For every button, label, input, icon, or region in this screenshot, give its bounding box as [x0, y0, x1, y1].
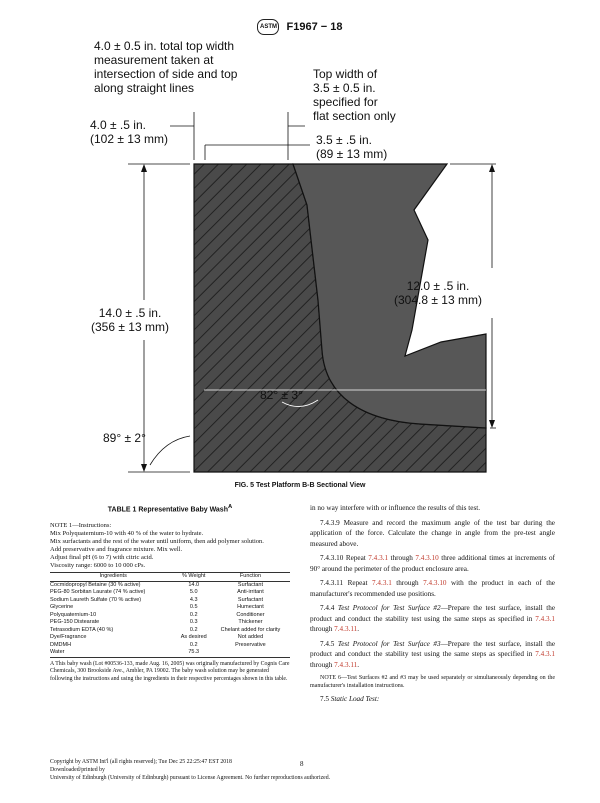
text: Test Protocol for Test Surface #2: [337, 604, 441, 612]
cell: Water: [50, 649, 176, 657]
cell: Thickener: [238, 619, 263, 626]
dim-top-width: [90, 118, 168, 146]
table-title-sup: A: [227, 504, 233, 510]
col-header: Function: [211, 573, 290, 582]
table-column: [50, 503, 290, 683]
section-link[interactable]: 7.4.3.10: [415, 554, 439, 562]
section-link[interactable]: 7.4.3.1: [372, 579, 392, 587]
cell: Polyquaternium-10: [50, 611, 97, 618]
paragraph-7-4-5: [310, 639, 555, 671]
cell: 0.2: [189, 641, 198, 648]
cell: As desired: [180, 634, 207, 641]
table-title-text: TABLE 1 Representative Baby Wash: [107, 506, 228, 514]
paragraph: in no way interfere with or influence the results of this test.: [310, 504, 481, 512]
text: through: [310, 660, 335, 669]
dim-line: 12.0 ± .5 in.: [406, 279, 470, 293]
text: 7.4.3.11 Repeat: [320, 579, 373, 587]
cell: PEG-150 Distearate: [50, 619, 100, 626]
note-line: NOTE 1—Instructions:: [50, 522, 112, 530]
label-top-right: [313, 67, 396, 123]
cell: Not added: [237, 634, 264, 641]
label-line: flat section only: [313, 109, 396, 123]
figure-caption: FIG. 5 Test Platform B-B Sectional View: [234, 482, 366, 489]
label-line: Top width of: [313, 67, 378, 81]
text: .: [357, 660, 360, 669]
dim-line: (304.8 ± 13 mm): [394, 293, 482, 307]
text: Static Load Test:: [330, 695, 380, 703]
note-line: Mix surfactants and the rest of the water until uniform, then add polymer solution.: [50, 538, 264, 546]
cell: Cocmidopropyl Betaine (30 % active): [50, 581, 141, 588]
cell: Humectant: [237, 604, 264, 611]
footer-line: Downloaded/printed by: [50, 767, 105, 773]
section-link[interactable]: 7.4.3.1: [535, 614, 555, 623]
col-header: Ingredients: [50, 573, 176, 582]
cell: 75.3: [176, 649, 210, 657]
table-row: [50, 627, 290, 635]
dim-line: (102 ± 13 mm): [90, 132, 168, 146]
cell: 0.2: [189, 626, 198, 633]
table-row: [50, 649, 290, 657]
cell: DMDMH: [50, 641, 72, 648]
paragraph-7-4-4: [310, 603, 555, 635]
cell: 14.0: [188, 581, 200, 588]
cell: 5.0: [189, 589, 198, 596]
dim-flat-width: [316, 133, 387, 161]
note-line: Mix Polyquaternium-10 with 40 % of the water to hydrate.: [50, 530, 204, 538]
text: 7.5: [320, 695, 331, 703]
page-footer: [50, 758, 330, 782]
label-top-left: [94, 39, 237, 95]
table-title: [50, 503, 290, 514]
text: through: [391, 579, 424, 587]
label-line: along straight lines: [94, 81, 195, 95]
designation: F1967 − 18: [286, 20, 343, 33]
paragraph-7-4-3-11: [310, 578, 555, 599]
cell: Dye/Fragrance: [50, 634, 87, 641]
table-footnote: A This baby wash (Lot #00536-133, made Aug. 16, 2005) was originally manufactured by Cognis Care Chemicals, 300 Brookside Ave., Ambler, PA 19002. The baby wash solution may be generated following the instructions and using the ingredients in their respective percentages shown in this table.: [50, 660, 290, 682]
text: through: [388, 554, 416, 562]
note-line: Add preservative and fragrance mixture. Mix well.: [50, 546, 183, 554]
body-text-column: [310, 503, 555, 709]
text: 7.4.4: [320, 604, 338, 612]
angle-inner: 82° ± 3°: [260, 388, 303, 402]
table-header-row: [50, 573, 290, 582]
cell: Tetrasodium EDTA (40 %): [50, 626, 114, 633]
angle-base: 89° ± 2°: [103, 431, 146, 445]
table-row: [50, 634, 290, 642]
label-line: 3.5 ± 0.5 in.: [313, 81, 376, 95]
dim-line: 14.0 ± .5 in.: [98, 306, 162, 320]
footer-line: Copyright by ASTM Int'l (all rights reserved); Tue Dec 25 22:25:47 EST 2018: [50, 759, 232, 765]
text: three additional times at increments of 90° around the perimeter of the product enclosure area.: [310, 554, 555, 573]
text: through: [310, 625, 335, 633]
label-line: measurement taken at: [94, 53, 214, 67]
paragraph-7-4-3-10: [310, 553, 555, 574]
cell: 0.2: [189, 611, 198, 618]
text: —Prepare the test surface, install the product and conduct the stability test using the same steps as specified in: [310, 604, 556, 623]
dim-left-height: [75, 306, 185, 334]
cell: Chelant added for clarity: [220, 626, 281, 633]
section-link[interactable]: 7.4.3.11: [334, 625, 358, 633]
cell: Glycerine: [50, 604, 74, 611]
text: .: [357, 625, 360, 633]
cell: Anti-irritant: [237, 589, 264, 596]
table-row: [50, 604, 290, 612]
footer-line: University of Edinburgh (University of Edinburgh) pursuant to License Agreement. No further reproductions authorized.: [50, 775, 331, 781]
page-number: 8: [300, 760, 304, 768]
section-link[interactable]: 7.4.3.10: [423, 579, 447, 587]
label-line: intersection of side and top: [94, 67, 238, 81]
cell: Conditioner: [236, 611, 265, 618]
table-row: [50, 619, 290, 627]
cell: Preservative: [235, 641, 266, 648]
table-row: [50, 589, 290, 597]
dim-line: 3.5 ± .5 in.: [316, 133, 372, 147]
text: Test Protocol for Test Surface #3: [337, 639, 441, 648]
dim-line: (89 ± 13 mm): [316, 147, 388, 161]
cell: Surfactant: [237, 596, 263, 603]
table-row: [50, 581, 290, 589]
ingredients-table: [50, 572, 290, 658]
cell: PEG-80 Sorbitan Laurate (74 % active): [50, 589, 146, 596]
paragraph-7-4-3-9: 7.4.3.9 Measure and record the maximum angle of the test bar during the application of the force. Calculate the change in angle from the pre-test angle measured above.: [310, 518, 555, 548]
astm-logo-icon: ASTM: [257, 19, 279, 35]
cell: Sodium Laureth Sulfate (70 % active): [50, 596, 142, 603]
label-line: specified for: [313, 95, 378, 109]
text: 7.4.5: [320, 639, 338, 648]
note-line: Viscosity range: 6000 to 10 000 cPs.: [50, 562, 146, 570]
cell: 4.3: [189, 596, 198, 603]
cell: 0.5: [189, 604, 198, 611]
text: with the product in each of the manufacturer's recommended use positions.: [310, 579, 555, 598]
label-line: 4.0 ± 0.5 in. total top width: [94, 39, 235, 53]
cell: Surfactant: [237, 581, 263, 588]
text: —Prepare the test surface, install the product and conduct the stability test using the same steps as specified in: [310, 639, 556, 658]
table-row: [50, 642, 290, 650]
cell: 0.3: [189, 619, 198, 626]
cell: [211, 649, 290, 657]
table-row: [50, 612, 290, 620]
note-6: NOTE 6—Test Surfaces #2 and #3 may be used separately or simultaneously depending on the manufacturer's installation instructions.: [310, 675, 555, 689]
col-header: % Weight: [176, 573, 210, 582]
section-link[interactable]: 7.4.3.1: [368, 554, 389, 562]
section-link[interactable]: 7.4.3.11: [334, 660, 358, 669]
dim-line: 4.0 ± .5 in.: [90, 118, 146, 132]
note-line: Adjust final pH (6 to 7) with citric acid.: [50, 554, 154, 562]
table-row: [50, 597, 290, 605]
section-link[interactable]: 7.4.3.1: [535, 650, 555, 658]
dim-line: (356 ± 13 mm): [91, 320, 169, 334]
text: 7.4.3.10 Repeat: [320, 554, 369, 562]
paragraph-7-5: [310, 694, 555, 705]
